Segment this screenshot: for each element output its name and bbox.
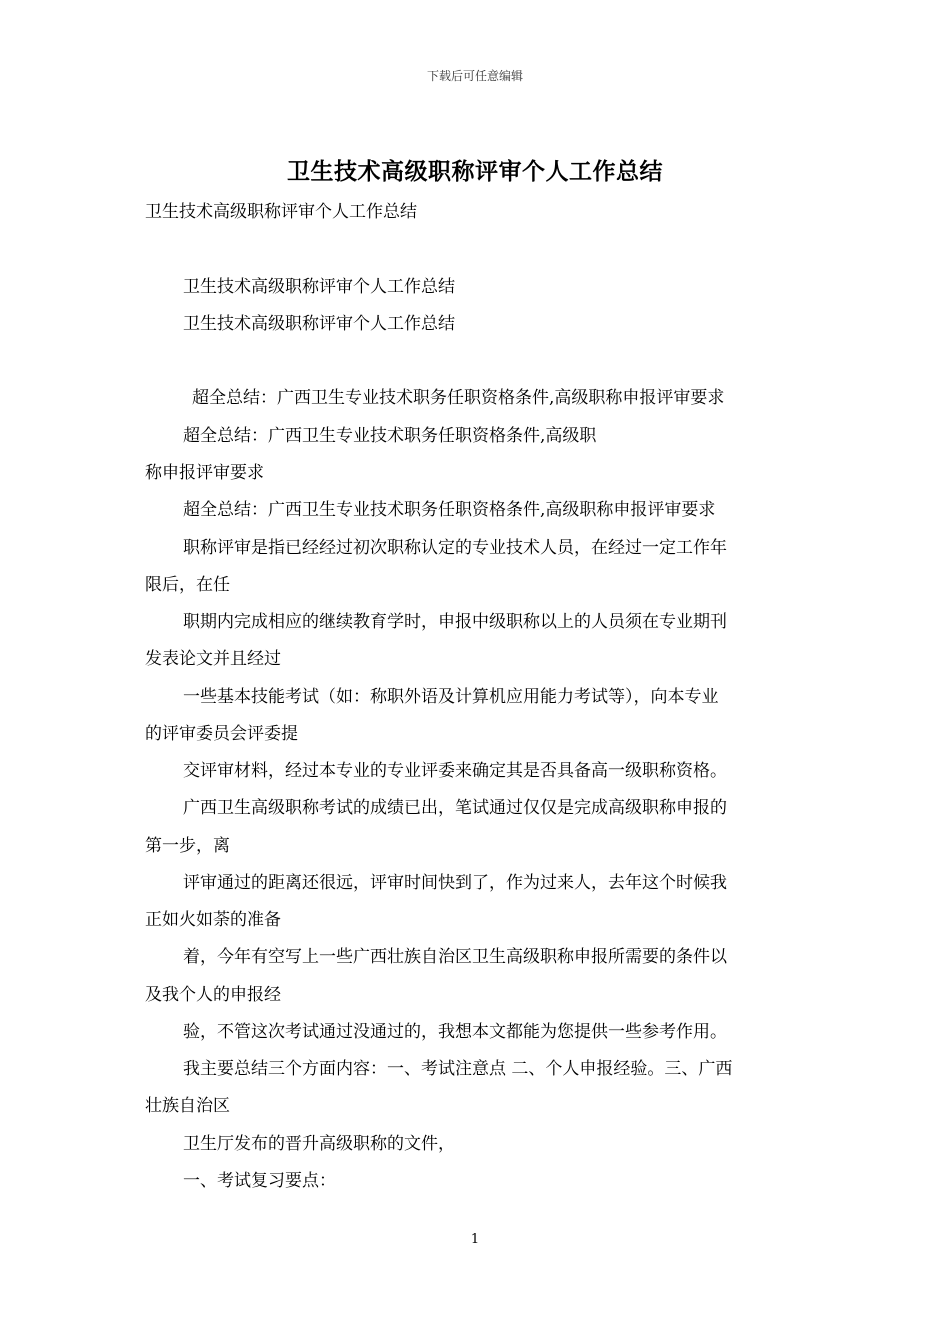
paragraph-line: 验，不管这次考试通过没通过的，我想本文都能为您提供一些参考作用。: [183, 1022, 727, 1042]
subtitle-line: 卫生技术高级职称评审个人工作总结: [145, 202, 417, 222]
paragraph-line: 超全总结：广西卫生专业技术职务任职资格条件,高级职称申报评审要求: [183, 500, 716, 520]
paragraph-line: 称申报评审要求: [145, 463, 264, 483]
paragraph-line: 广西卫生高级职称考试的成绩已出，笔试通过仅仅是完成高级职称申报的: [183, 798, 727, 818]
paragraph-line: 超全总结：广西卫生专业技术职务任职资格条件,高级职称申报评审要求: [192, 388, 725, 408]
document-title: 卫生技术高级职称评审个人工作总结: [287, 158, 663, 185]
paragraph-line: 职称评审是指已经经过初次职称认定的专业技术人员，在经过一定工作年: [183, 538, 727, 558]
page-number: 1: [470, 1232, 480, 1247]
paragraph-line: 一些基本技能考试（如：称职外语及计算机应用能力考试等），向本专业: [183, 687, 719, 707]
header-note: 下载后可任意编辑: [426, 69, 523, 83]
paragraph-line: 卫生厅发布的晋升高级职称的文件，: [183, 1134, 455, 1154]
paragraph-line: 壮族自治区: [145, 1096, 230, 1116]
paragraph-line: 交评审材料，经过本专业的专业评委来确定其是否具备高一级职称资格。: [183, 761, 727, 781]
paragraph-line: 限后，在任: [145, 575, 230, 595]
paragraph-line: 着，今年有空写上一些广西壮族自治区卫生高级职称申报所需要的条件以: [183, 947, 727, 967]
paragraph-line: 发表论文并且经过: [145, 649, 281, 669]
paragraph-line: 卫生技术高级职称评审个人工作总结: [183, 314, 455, 334]
paragraph-line: 超全总结：广西卫生专业技术职务任职资格条件,高级职: [183, 426, 597, 446]
paragraph-line: 一、考试复习要点：: [183, 1171, 336, 1191]
paragraph-line: 评审通过的距离还很远，评审时间快到了，作为过来人，去年这个时候我: [183, 873, 727, 893]
paragraph-line: 及我个人的申报经: [145, 985, 281, 1005]
paragraph-line: 我主要总结三个方面内容：一、考试注意点 二、个人申报经验。三、广西: [183, 1059, 733, 1079]
paragraph-line: 的评审委员会评委提: [145, 724, 298, 744]
paragraph-line: 正如火如荼的准备: [145, 910, 281, 930]
paragraph-line: 第一步，离: [145, 836, 230, 856]
paragraph-line: 职期内完成相应的继续教育学时，申报中级职称以上的人员须在专业期刊: [183, 612, 727, 632]
paragraph-line: 卫生技术高级职称评审个人工作总结: [183, 277, 455, 297]
